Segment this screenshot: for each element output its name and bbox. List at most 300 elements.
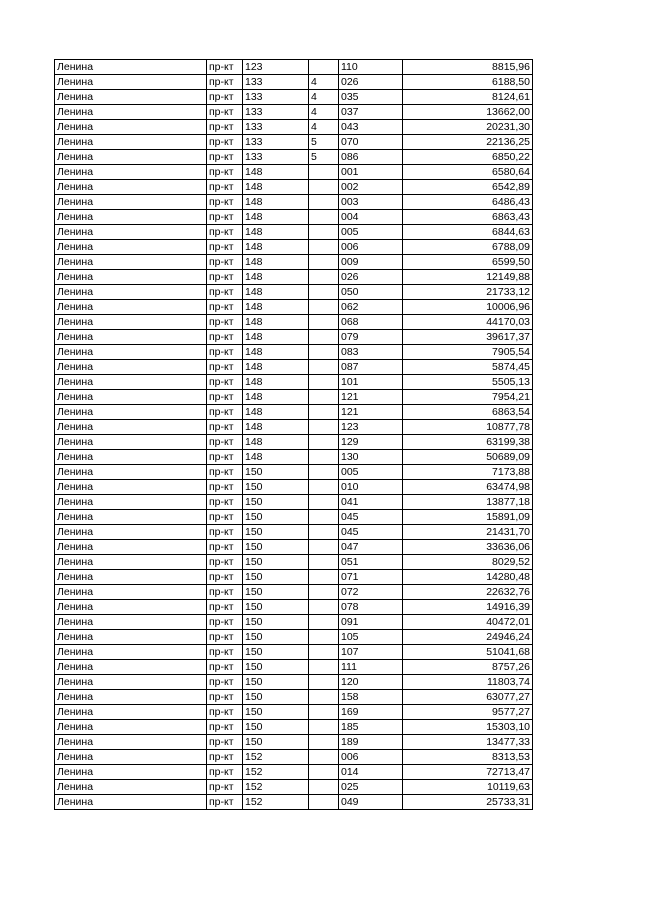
house-number-cell: 150 [243,600,309,615]
street-type-cell: пр-кт [207,540,243,555]
street-cell: Ленина [55,195,207,210]
amount-cell: 44170,03 [403,315,533,330]
street-type-cell: пр-кт [207,615,243,630]
street-type-cell: пр-кт [207,450,243,465]
apartment-cell: 185 [339,720,403,735]
amount-cell: 6542,89 [403,180,533,195]
street-cell: Ленина [55,645,207,660]
apartment-cell: 006 [339,240,403,255]
apartment-cell: 050 [339,285,403,300]
street-cell: Ленина [55,210,207,225]
building-cell [309,585,339,600]
apartment-cell: 005 [339,465,403,480]
house-number-cell: 148 [243,195,309,210]
apartment-cell: 014 [339,765,403,780]
street-cell: Ленина [55,330,207,345]
street-type-cell: пр-кт [207,225,243,240]
apartment-cell: 107 [339,645,403,660]
table-row [55,705,533,720]
amount-cell: 11803,74 [403,675,533,690]
table-row [55,180,533,195]
street-type-cell: пр-кт [207,465,243,480]
apartment-cell: 045 [339,510,403,525]
building-cell [309,420,339,435]
building-cell: 4 [309,105,339,120]
street-cell: Ленина [55,165,207,180]
apartment-cell: 041 [339,495,403,510]
table-row [55,240,533,255]
street-cell: Ленина [55,240,207,255]
house-number-cell: 148 [243,405,309,420]
building-cell [309,270,339,285]
street-type-cell: пр-кт [207,675,243,690]
building-cell [309,375,339,390]
house-number-cell: 150 [243,540,309,555]
street-type-cell: пр-кт [207,330,243,345]
apartment-cell: 121 [339,390,403,405]
table-row [55,315,533,330]
amount-cell: 6188,50 [403,75,533,90]
apartment-cell: 068 [339,315,403,330]
table-row [55,480,533,495]
table-row [55,765,533,780]
building-cell [309,300,339,315]
building-cell: 4 [309,90,339,105]
apartment-cell: 078 [339,600,403,615]
building-cell [309,360,339,375]
amount-cell: 7905,54 [403,345,533,360]
amount-cell: 8124,61 [403,90,533,105]
street-cell: Ленина [55,705,207,720]
house-number-cell: 150 [243,705,309,720]
house-number-cell: 148 [243,345,309,360]
amount-cell: 33636,06 [403,540,533,555]
building-cell [309,240,339,255]
table-row [55,795,533,810]
street-type-cell: пр-кт [207,705,243,720]
amount-cell: 5505,13 [403,375,533,390]
amount-cell: 8029,52 [403,555,533,570]
apartment-cell: 026 [339,75,403,90]
amount-cell: 7954,21 [403,390,533,405]
house-number-cell: 148 [243,450,309,465]
amount-cell: 51041,68 [403,645,533,660]
street-cell: Ленина [55,735,207,750]
street-type-cell: пр-кт [207,300,243,315]
table-row [55,270,533,285]
street-cell: Ленина [55,525,207,540]
street-cell: Ленина [55,90,207,105]
amount-cell: 10877,78 [403,420,533,435]
apartment-cell: 101 [339,375,403,390]
street-type-cell: пр-кт [207,525,243,540]
apartment-cell: 111 [339,660,403,675]
street-type-cell: пр-кт [207,135,243,150]
table-row [55,90,533,105]
amount-cell: 39617,37 [403,330,533,345]
building-cell [309,480,339,495]
street-type-cell: пр-кт [207,645,243,660]
table-row [55,285,533,300]
table-row [55,555,533,570]
table-row [55,495,533,510]
amount-cell: 6844,63 [403,225,533,240]
street-type-cell: пр-кт [207,195,243,210]
amount-cell: 10006,96 [403,300,533,315]
street-type-cell: пр-кт [207,240,243,255]
table-row [55,645,533,660]
street-cell: Ленина [55,360,207,375]
table-row [55,465,533,480]
apartment-cell: 002 [339,180,403,195]
street-type-cell: пр-кт [207,570,243,585]
building-cell: 5 [309,135,339,150]
street-cell: Ленина [55,600,207,615]
table-row [55,255,533,270]
amount-cell: 20231,30 [403,120,533,135]
apartment-cell: 189 [339,735,403,750]
table-row [55,540,533,555]
table-row [55,420,533,435]
house-number-cell: 148 [243,330,309,345]
street-cell: Ленина [55,495,207,510]
street-type-cell: пр-кт [207,210,243,225]
street-cell: Ленина [55,270,207,285]
debt-table-body [55,60,533,810]
house-number-cell: 150 [243,525,309,540]
apartment-cell: 072 [339,585,403,600]
apartment-cell: 001 [339,165,403,180]
apartment-cell: 005 [339,225,403,240]
apartment-cell: 158 [339,690,403,705]
house-number-cell: 148 [243,315,309,330]
table-row [55,300,533,315]
table-row [55,375,533,390]
amount-cell: 63474,98 [403,480,533,495]
street-cell: Ленина [55,540,207,555]
street-type-cell: пр-кт [207,420,243,435]
house-number-cell: 133 [243,75,309,90]
apartment-cell: 025 [339,780,403,795]
building-cell [309,630,339,645]
street-cell: Ленина [55,255,207,270]
street-cell: Ленина [55,435,207,450]
building-cell [309,705,339,720]
table-row [55,60,533,75]
table-row [55,600,533,615]
building-cell: 5 [309,150,339,165]
house-number-cell: 133 [243,105,309,120]
amount-cell: 6580,64 [403,165,533,180]
building-cell [309,435,339,450]
house-number-cell: 150 [243,510,309,525]
building-cell [309,255,339,270]
amount-cell: 6863,54 [403,405,533,420]
building-cell [309,60,339,75]
street-cell: Ленина [55,180,207,195]
house-number-cell: 150 [243,495,309,510]
street-type-cell: пр-кт [207,390,243,405]
amount-cell: 15303,10 [403,720,533,735]
apartment-cell: 009 [339,255,403,270]
house-number-cell: 148 [243,420,309,435]
street-type-cell: пр-кт [207,510,243,525]
building-cell [309,690,339,705]
street-cell: Ленина [55,555,207,570]
apartment-cell: 010 [339,480,403,495]
building-cell [309,495,339,510]
house-number-cell: 148 [243,285,309,300]
house-number-cell: 152 [243,765,309,780]
street-type-cell: пр-кт [207,555,243,570]
street-cell: Ленина [55,225,207,240]
street-cell: Ленина [55,465,207,480]
building-cell [309,750,339,765]
apartment-cell: 071 [339,570,403,585]
amount-cell: 13477,33 [403,735,533,750]
amount-cell: 9577,27 [403,705,533,720]
table-row [55,210,533,225]
street-type-cell: пр-кт [207,780,243,795]
table-row [55,120,533,135]
apartment-cell: 120 [339,675,403,690]
street-cell: Ленина [55,720,207,735]
street-type-cell: пр-кт [207,480,243,495]
building-cell: 4 [309,75,339,90]
table-row [55,390,533,405]
amount-cell: 63199,38 [403,435,533,450]
street-type-cell: пр-кт [207,720,243,735]
street-type-cell: пр-кт [207,750,243,765]
building-cell [309,525,339,540]
table-row [55,585,533,600]
street-type-cell: пр-кт [207,795,243,810]
house-number-cell: 150 [243,585,309,600]
amount-cell: 6863,43 [403,210,533,225]
apartment-cell: 091 [339,615,403,630]
building-cell [309,315,339,330]
house-number-cell: 150 [243,645,309,660]
amount-cell: 14280,48 [403,570,533,585]
table-row [55,225,533,240]
building-cell [309,660,339,675]
street-type-cell: пр-кт [207,495,243,510]
street-type-cell: пр-кт [207,90,243,105]
amount-cell: 8313,53 [403,750,533,765]
house-number-cell: 152 [243,795,309,810]
apartment-cell: 006 [339,750,403,765]
table-row [55,720,533,735]
street-cell: Ленина [55,660,207,675]
amount-cell: 50689,09 [403,450,533,465]
apartment-cell: 051 [339,555,403,570]
apartment-cell: 035 [339,90,403,105]
house-number-cell: 148 [243,255,309,270]
building-cell [309,345,339,360]
apartment-cell: 129 [339,435,403,450]
street-cell: Ленина [55,795,207,810]
street-cell: Ленина [55,750,207,765]
apartment-cell: 123 [339,420,403,435]
building-cell [309,675,339,690]
apartment-cell: 047 [339,540,403,555]
street-type-cell: пр-кт [207,285,243,300]
building-cell [309,510,339,525]
street-type-cell: пр-кт [207,165,243,180]
table-row [55,150,533,165]
street-type-cell: пр-кт [207,360,243,375]
amount-cell: 22136,25 [403,135,533,150]
amount-cell: 8815,96 [403,60,533,75]
house-number-cell: 148 [243,210,309,225]
house-number-cell: 148 [243,375,309,390]
apartment-cell: 087 [339,360,403,375]
house-number-cell: 150 [243,630,309,645]
house-number-cell: 150 [243,675,309,690]
table-row [55,675,533,690]
street-type-cell: пр-кт [207,255,243,270]
apartment-cell: 086 [339,150,403,165]
building-cell [309,180,339,195]
building-cell [309,555,339,570]
house-number-cell: 133 [243,150,309,165]
house-number-cell: 148 [243,390,309,405]
amount-cell: 6788,09 [403,240,533,255]
street-cell: Ленина [55,630,207,645]
building-cell: 4 [309,120,339,135]
building-cell [309,780,339,795]
house-number-cell: 148 [243,270,309,285]
street-cell: Ленина [55,690,207,705]
street-cell: Ленина [55,510,207,525]
table-row [55,510,533,525]
street-type-cell: пр-кт [207,105,243,120]
building-cell [309,210,339,225]
apartment-cell: 121 [339,405,403,420]
amount-cell: 5874,45 [403,360,533,375]
building-cell [309,225,339,240]
table-row [55,165,533,180]
street-type-cell: пр-кт [207,735,243,750]
street-cell: Ленина [55,105,207,120]
table-row [55,405,533,420]
apartment-cell: 083 [339,345,403,360]
building-cell [309,390,339,405]
house-number-cell: 152 [243,780,309,795]
table-row [55,690,533,705]
table-row [55,345,533,360]
amount-cell: 10119,63 [403,780,533,795]
street-cell: Ленина [55,420,207,435]
apartment-cell: 043 [339,120,403,135]
street-cell: Ленина [55,150,207,165]
street-type-cell: пр-кт [207,375,243,390]
building-cell [309,540,339,555]
street-cell: Ленина [55,285,207,300]
house-number-cell: 150 [243,720,309,735]
apartment-cell: 169 [339,705,403,720]
amount-cell: 14916,39 [403,600,533,615]
table-row [55,435,533,450]
amount-cell: 12149,88 [403,270,533,285]
house-number-cell: 152 [243,750,309,765]
amount-cell: 6850,22 [403,150,533,165]
street-cell: Ленина [55,120,207,135]
street-type-cell: пр-кт [207,765,243,780]
table-row [55,750,533,765]
house-number-cell: 150 [243,735,309,750]
house-number-cell: 148 [243,180,309,195]
house-number-cell: 150 [243,615,309,630]
street-cell: Ленина [55,615,207,630]
amount-cell: 21733,12 [403,285,533,300]
house-number-cell: 133 [243,120,309,135]
table-row [55,660,533,675]
building-cell [309,600,339,615]
house-number-cell: 150 [243,660,309,675]
building-cell [309,645,339,660]
house-number-cell: 150 [243,480,309,495]
street-type-cell: пр-кт [207,585,243,600]
apartment-cell: 045 [339,525,403,540]
street-type-cell: пр-кт [207,120,243,135]
house-number-cell: 148 [243,435,309,450]
amount-cell: 22632,76 [403,585,533,600]
apartment-cell: 004 [339,210,403,225]
apartment-cell: 003 [339,195,403,210]
apartment-cell: 037 [339,105,403,120]
street-type-cell: пр-кт [207,600,243,615]
building-cell [309,735,339,750]
table-row [55,105,533,120]
apartment-cell: 070 [339,135,403,150]
building-cell [309,465,339,480]
table-row [55,615,533,630]
apartment-cell: 105 [339,630,403,645]
street-type-cell: пр-кт [207,630,243,645]
street-type-cell: пр-кт [207,660,243,675]
street-cell: Ленина [55,135,207,150]
street-cell: Ленина [55,75,207,90]
building-cell [309,570,339,585]
table-row [55,570,533,585]
table-row [55,75,533,90]
street-cell: Ленина [55,675,207,690]
building-cell [309,720,339,735]
street-cell: Ленина [55,585,207,600]
apartment-cell: 062 [339,300,403,315]
street-cell: Ленина [55,300,207,315]
building-cell [309,765,339,780]
table-row [55,630,533,645]
amount-cell: 13877,18 [403,495,533,510]
amount-cell: 15891,09 [403,510,533,525]
amount-cell: 24946,24 [403,630,533,645]
house-number-cell: 148 [243,165,309,180]
street-type-cell: пр-кт [207,435,243,450]
street-cell: Ленина [55,315,207,330]
street-cell: Ленина [55,480,207,495]
amount-cell: 13662,00 [403,105,533,120]
amount-cell: 6486,43 [403,195,533,210]
table-row [55,135,533,150]
table-row [55,450,533,465]
amount-cell: 72713,47 [403,765,533,780]
street-cell: Ленина [55,780,207,795]
house-number-cell: 133 [243,135,309,150]
house-number-cell: 150 [243,555,309,570]
street-type-cell: пр-кт [207,345,243,360]
